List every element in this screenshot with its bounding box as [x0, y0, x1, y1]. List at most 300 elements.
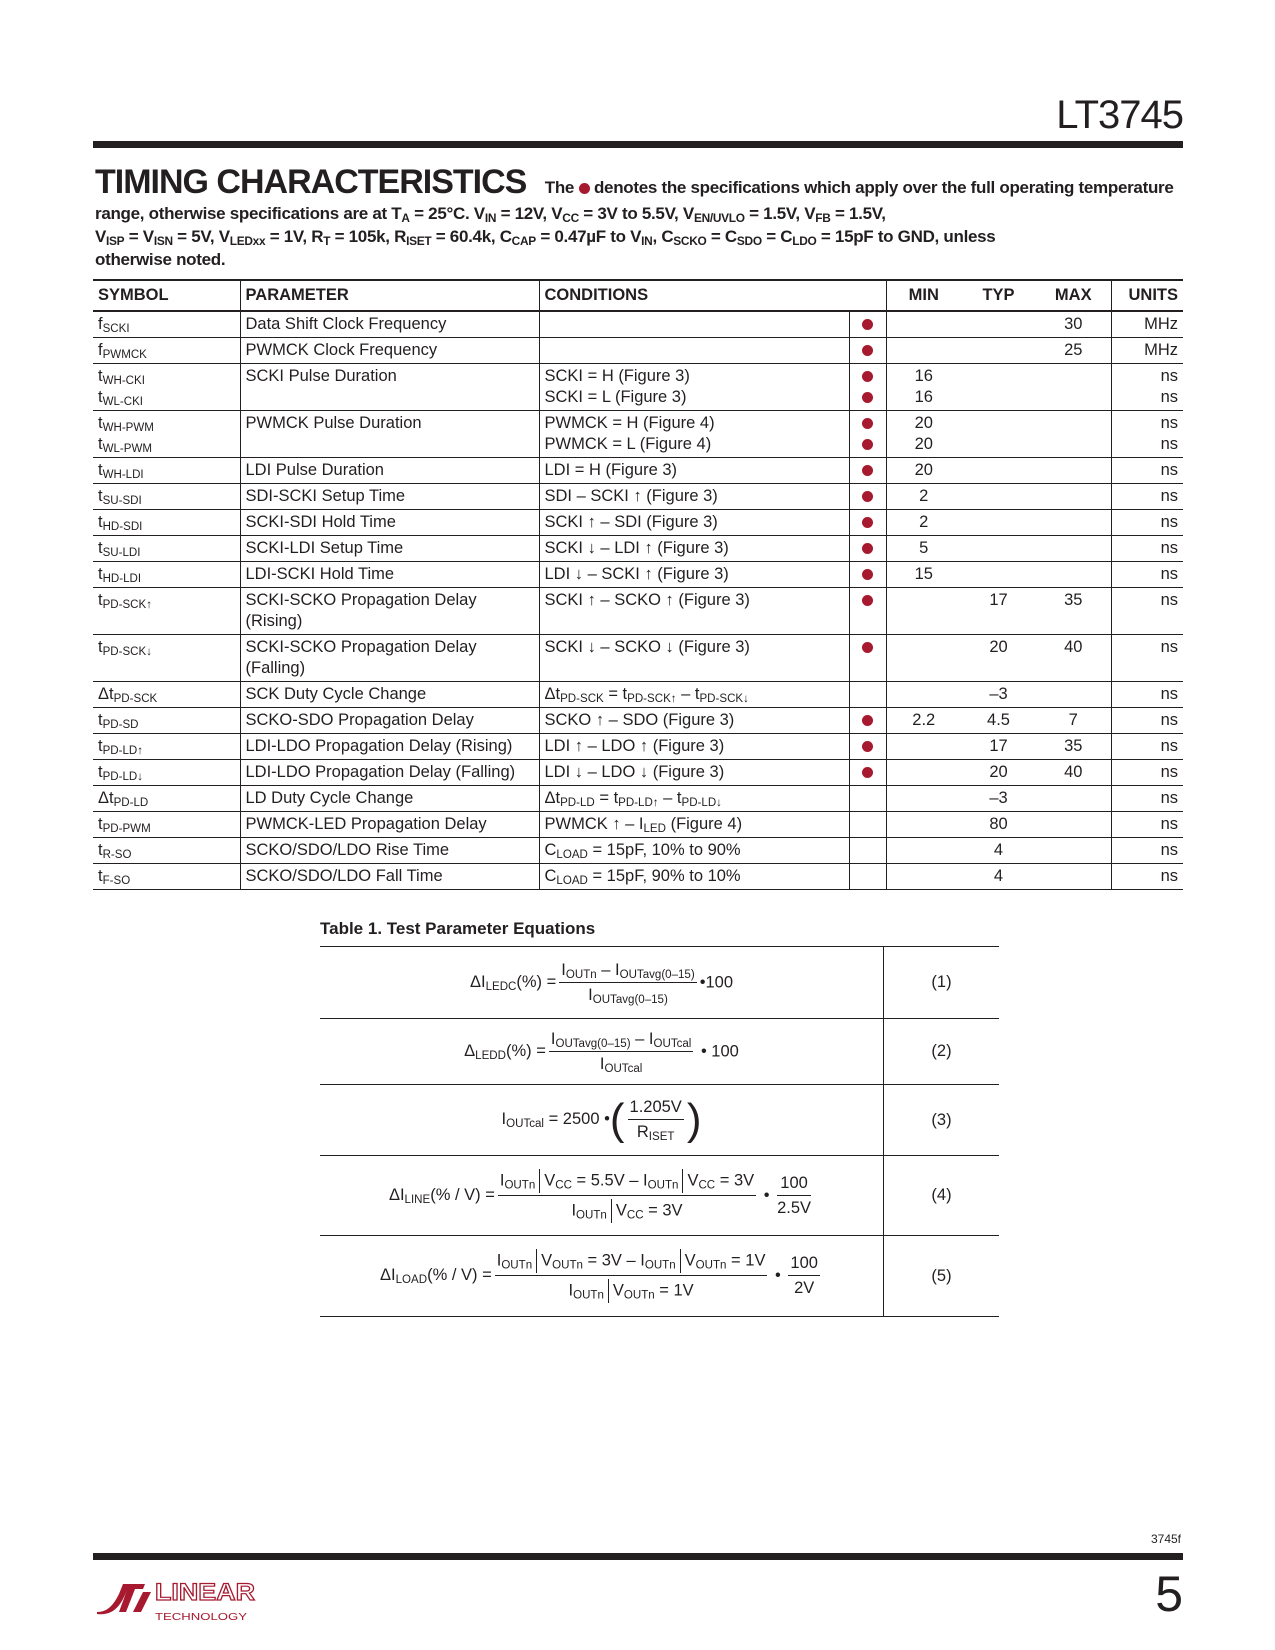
text-segment: – t	[676, 685, 700, 703]
conditions-line-3	[95, 227, 995, 246]
units-cell	[1111, 864, 1183, 890]
text-segment: ΔI	[469, 972, 486, 991]
bullet-cell	[849, 786, 886, 812]
min-value: 16	[914, 388, 933, 406]
symbol	[98, 314, 235, 335]
condition	[545, 814, 844, 835]
symbol	[98, 564, 235, 585]
symbol	[98, 637, 235, 658]
subscript: PD-LD	[113, 797, 149, 809]
text-segment: t	[98, 867, 103, 885]
equation-row	[320, 1156, 999, 1236]
units-cell	[1111, 812, 1183, 838]
bullet-icon	[579, 183, 590, 194]
parameter-cell: SCKO/SDO/LDO Fall Time	[240, 864, 539, 890]
unit: ns	[1160, 539, 1178, 557]
text-segment: , C	[652, 227, 674, 246]
min-value	[892, 637, 957, 658]
min-value	[892, 340, 957, 361]
parameter-cell: SCKI-SCKO Propagation Delay (Falling)	[240, 635, 539, 682]
symbol-cell	[93, 364, 240, 411]
typ-value: 4	[993, 867, 1004, 885]
bullet-icon	[862, 767, 873, 778]
conditions-cell	[539, 311, 849, 338]
max-value	[1041, 684, 1106, 705]
subscript: A	[401, 211, 410, 225]
denominator: 2V	[794, 1279, 815, 1297]
equation	[320, 1236, 884, 1317]
condition	[545, 637, 844, 658]
text-segment: (%) =	[516, 972, 557, 991]
subscript: IN	[484, 211, 497, 225]
subscript: CC	[626, 1208, 644, 1221]
text-segment: = C	[761, 227, 793, 246]
min-cell	[886, 734, 961, 760]
symbol	[98, 788, 235, 809]
parameter-cell: SCKI-SDI Hold Time	[240, 510, 539, 536]
text-segment: SCKI ↓ – LDI ↑ (Figure 3)	[544, 539, 729, 557]
text-segment: C	[544, 841, 557, 859]
equation-lhs	[501, 1110, 610, 1131]
min-value	[892, 840, 957, 861]
subscript: OUTcal	[506, 1118, 544, 1131]
subscript: ISET	[648, 1131, 675, 1143]
min-value: 20	[914, 435, 933, 453]
max-value	[1041, 434, 1106, 455]
page-number: 5	[1155, 1566, 1183, 1622]
typ-cell	[961, 510, 1036, 536]
subscript: FB	[815, 211, 831, 225]
bullet-icon	[862, 319, 873, 330]
bullet-cell	[849, 864, 886, 890]
equation-row	[320, 1085, 999, 1156]
units-cell	[1111, 536, 1183, 562]
bullet-icon	[862, 741, 873, 752]
header-min: MIN	[886, 280, 961, 311]
parameter-cell: PWMCK-LED Propagation Delay	[240, 812, 539, 838]
min-value	[892, 314, 957, 335]
text-segment: Δt	[98, 685, 114, 703]
equation	[320, 947, 884, 1019]
min-cell	[886, 708, 961, 734]
text-segment: t	[98, 565, 103, 583]
table-row	[93, 484, 1183, 510]
text-segment: t	[98, 414, 103, 432]
unit: ns	[1160, 638, 1178, 656]
conditions-cell	[539, 760, 849, 786]
symbol-cell	[93, 786, 240, 812]
units-cell	[1111, 760, 1183, 786]
linear-logo-icon	[93, 1576, 263, 1624]
fraction	[498, 1169, 756, 1223]
max-value	[1041, 840, 1106, 861]
denominator	[559, 983, 696, 1005]
subscript: LOAD	[556, 875, 588, 887]
condition	[545, 762, 844, 783]
text-segment: ΔI	[388, 1185, 405, 1204]
units-cell	[1111, 786, 1183, 812]
text-segment: SDI – SCKI ↑ (Figure 3)	[544, 487, 718, 505]
bar-divider	[539, 1169, 540, 1193]
condition	[545, 684, 844, 705]
max-value	[1041, 512, 1106, 533]
footer-rule	[93, 1553, 1183, 1560]
symbol	[98, 736, 235, 757]
typ-cell	[961, 536, 1036, 562]
typ-cell	[961, 588, 1036, 635]
table-row	[93, 635, 1183, 682]
unit: ns	[1160, 841, 1178, 859]
bullet-icon	[862, 543, 873, 554]
numerator	[559, 961, 696, 983]
unit: ns	[1160, 763, 1178, 781]
subscript: PD-SCK↑	[102, 599, 152, 611]
subscript: PD-PWM	[102, 823, 151, 835]
subscript: OUTavg(0–15)	[592, 993, 668, 1006]
text-segment: = 1V	[654, 1281, 694, 1300]
min-cell	[886, 484, 961, 510]
table-header-row	[93, 280, 1183, 311]
table-row	[93, 536, 1183, 562]
subscript: F-SO	[102, 875, 131, 887]
text-segment: C	[544, 867, 557, 885]
text-segment: = 3V – I	[582, 1251, 645, 1270]
table-row	[93, 562, 1183, 588]
text-segment: t	[98, 435, 103, 453]
paren-open: (	[609, 1095, 625, 1144]
bullet-icon	[862, 345, 873, 356]
subscript: OUTn	[552, 1259, 583, 1272]
text-segment: t	[98, 737, 103, 755]
text-segment: = 60.4k, C	[431, 227, 512, 246]
header-conditions: CONDITIONS	[539, 280, 886, 311]
table-row	[93, 786, 1183, 812]
unit: MHz	[1144, 341, 1178, 359]
bullet-cell	[849, 838, 886, 864]
subscript: PD-LD↓	[102, 771, 144, 783]
numerator	[498, 1169, 756, 1196]
text-segment: = 3V to 5.5V, V	[578, 204, 694, 223]
max-cell	[1036, 760, 1111, 786]
text-segment: t	[98, 711, 103, 729]
min-cell	[886, 786, 961, 812]
bullet-cell	[849, 562, 886, 588]
typ-value: –3	[989, 685, 1008, 703]
typ-value: 17	[989, 737, 1008, 755]
parameter-cell: SCKI Pulse Duration	[240, 364, 539, 411]
units-cell	[1111, 682, 1183, 708]
symbol-cell	[93, 588, 240, 635]
bullet-cell	[849, 734, 886, 760]
subscript: PD-SD	[102, 719, 139, 731]
text-segment: Δt	[98, 789, 114, 807]
text-segment: = t	[594, 789, 619, 807]
timing-table	[93, 279, 1183, 890]
text-segment: = 3V	[715, 1170, 755, 1189]
max-cell	[1036, 786, 1111, 812]
text-segment: V	[544, 1170, 556, 1189]
paren-close: )	[686, 1095, 702, 1144]
table-row	[93, 760, 1183, 786]
symbol	[98, 710, 235, 731]
bullet-cell	[849, 338, 886, 364]
text-segment: R	[636, 1123, 649, 1141]
max-value	[1041, 814, 1106, 835]
subscript: OUTn	[504, 1178, 536, 1191]
text-segment: = 1.5V, V	[744, 204, 816, 223]
subscript: WH-LDI	[102, 469, 144, 481]
conditions-line-4: otherwise noted.	[95, 250, 226, 269]
table-row	[93, 588, 1183, 635]
equation-row	[320, 1236, 999, 1317]
typ-cell	[961, 484, 1036, 510]
denominator	[498, 1196, 756, 1223]
unit: ns	[1160, 487, 1178, 505]
max-value: 35	[1064, 591, 1083, 609]
typ-value	[966, 460, 1031, 481]
bullet-cell	[849, 510, 886, 536]
text-segment: – I	[630, 1029, 654, 1048]
fraction	[559, 961, 696, 1005]
table-row	[93, 311, 1183, 338]
conditions-cell	[539, 635, 849, 682]
table-row	[93, 338, 1183, 364]
symbol	[98, 814, 235, 835]
table-row	[93, 838, 1183, 864]
subscript: CC	[698, 1178, 716, 1191]
subscript: SCKI	[102, 323, 130, 335]
text-segment: (%) =	[505, 1041, 546, 1060]
table-row	[93, 458, 1183, 484]
text-segment: LDI ↓ – LDO ↓ (Figure 3)	[544, 763, 725, 781]
subscript: OUTavg(0–15)	[555, 1037, 631, 1050]
max-value: 30	[1064, 315, 1083, 333]
text-segment: f	[98, 341, 103, 359]
units-cell	[1111, 364, 1183, 411]
denominator	[549, 1052, 693, 1074]
bullet-cell	[849, 682, 886, 708]
max-cell	[1036, 838, 1111, 864]
text-segment: PWMCK = L (Figure 4)	[544, 435, 712, 453]
min-cell	[886, 588, 961, 635]
bullet-cell	[849, 484, 886, 510]
parameter-cell: PWMCK Clock Frequency	[240, 338, 539, 364]
table-row	[93, 364, 1183, 411]
typ-value	[966, 413, 1031, 434]
table-row	[93, 812, 1183, 838]
symbol-cell	[93, 411, 240, 458]
subscript: IN	[641, 234, 653, 248]
max-value: 25	[1064, 341, 1083, 359]
typ-cell	[961, 760, 1036, 786]
bullet-icon	[862, 439, 873, 450]
max-cell	[1036, 812, 1111, 838]
max-value: 35	[1064, 737, 1083, 755]
text-segment: I	[496, 1251, 502, 1270]
max-cell	[1036, 484, 1111, 510]
header-typ: TYP	[961, 280, 1036, 311]
conditions-cell	[539, 364, 849, 411]
subscript: ISET	[406, 234, 432, 248]
table-row	[93, 864, 1183, 890]
text-segment: V	[615, 1200, 627, 1219]
subscript: LOAD	[556, 849, 588, 861]
symbol-cell	[93, 536, 240, 562]
min-value: 5	[919, 539, 929, 557]
equation-row	[320, 947, 999, 1019]
svg-text:TECHNOLOGY: TECHNOLOGY	[155, 1612, 248, 1623]
unit: ns	[1160, 435, 1178, 453]
typ-value: 80	[989, 815, 1008, 833]
conditions-cell	[539, 812, 849, 838]
conditions-cell	[539, 588, 849, 635]
text-segment: = t	[603, 685, 628, 703]
unit: ns	[1160, 388, 1178, 406]
min-value	[892, 736, 957, 757]
max-value	[1041, 460, 1106, 481]
typ-value: 4	[993, 841, 1004, 859]
text-segment: (% / V) =	[430, 1185, 495, 1204]
text-segment: = 5.5V – I	[571, 1170, 648, 1189]
units-cell	[1111, 510, 1183, 536]
typ-cell	[961, 838, 1036, 864]
fraction	[788, 1254, 820, 1298]
max-value: 40	[1064, 763, 1083, 781]
conditions-line-2	[95, 204, 886, 223]
symbol-cell	[93, 812, 240, 838]
typ-value	[966, 434, 1031, 455]
header-rule	[93, 141, 1183, 148]
text-segment: SCKI ↓ – SCKO ↓ (Figure 3)	[544, 638, 750, 656]
condition	[545, 314, 844, 335]
fraction	[549, 1030, 693, 1074]
fraction	[777, 1174, 811, 1218]
multiply-dot: •	[770, 1266, 786, 1285]
unit: ns	[1160, 685, 1178, 703]
max-value	[1041, 788, 1106, 809]
typ-cell	[961, 864, 1036, 890]
bullet-icon	[862, 371, 873, 382]
units-cell	[1111, 708, 1183, 734]
symbol-cell	[93, 562, 240, 588]
text-segment: t	[98, 388, 103, 406]
table-row	[93, 411, 1183, 458]
denominator: 2.5V	[777, 1198, 812, 1217]
part-number: LT3745	[1056, 93, 1183, 137]
header-parameter: PARAMETER	[240, 280, 539, 311]
unit: ns	[1160, 737, 1178, 755]
min-value: 15	[914, 565, 933, 583]
conditions-cell	[539, 510, 849, 536]
text-segment: = 105k, R	[330, 227, 407, 246]
text-segment: t	[98, 539, 103, 557]
equation-number: (3)	[884, 1085, 1000, 1156]
typ-cell	[961, 364, 1036, 411]
unit: ns	[1160, 565, 1178, 583]
equation-lhs	[470, 973, 556, 991]
subscript: WL-PWM	[102, 443, 152, 455]
unit: ns	[1160, 461, 1178, 479]
subscript: CAP	[511, 234, 536, 248]
svg-text:LINEAR: LINEAR	[155, 1579, 255, 1606]
bar-divider	[682, 1169, 683, 1193]
min-cell	[886, 635, 961, 682]
text-segment: t	[98, 513, 103, 531]
symbol-cell	[93, 864, 240, 890]
parameter-cell: SDI-SCKI Setup Time	[240, 484, 539, 510]
text-segment: = 3V	[643, 1200, 683, 1219]
text-segment: t	[98, 591, 103, 609]
parameter-cell: SCKO-SDO Propagation Delay	[240, 708, 539, 734]
units-cell	[1111, 635, 1183, 682]
condition	[545, 840, 844, 861]
section-intro	[95, 162, 1183, 271]
max-value	[1041, 387, 1106, 408]
bullet-cell	[849, 588, 886, 635]
equation-number: (2)	[884, 1019, 1000, 1085]
condition	[545, 590, 844, 611]
bar-divider	[536, 1249, 537, 1273]
max-cell	[1036, 682, 1111, 708]
numerator: 100	[788, 1254, 820, 1276]
condition	[545, 340, 844, 361]
text-segment: (% / V) =	[427, 1266, 492, 1285]
parameter-cell: LD Duty Cycle Change	[240, 786, 539, 812]
subscript: PD-LD↑	[618, 797, 659, 809]
bullet-cell	[849, 708, 886, 734]
text-segment: I	[501, 1110, 507, 1129]
fraction	[628, 1098, 684, 1142]
equation-tail: • 100	[696, 1041, 739, 1060]
typ-value	[966, 512, 1031, 533]
conditions-cell	[539, 708, 849, 734]
unit: ns	[1160, 867, 1178, 885]
max-value	[1041, 486, 1106, 507]
conditions-cell	[539, 562, 849, 588]
linear-technology-logo	[93, 1576, 263, 1629]
text-segment: f	[98, 315, 103, 333]
min-cell	[886, 682, 961, 708]
subscript: SDO	[736, 234, 762, 248]
min-cell	[886, 338, 961, 364]
bullet-cell	[849, 364, 886, 411]
max-value	[1041, 538, 1106, 559]
text-segment: = 0.47µF to V	[535, 227, 642, 246]
equation-lhs	[380, 1266, 492, 1287]
min-value: 20	[914, 414, 933, 432]
min-value	[892, 684, 957, 705]
header-max: MAX	[1036, 280, 1111, 311]
text-segment: t	[98, 461, 103, 479]
typ-cell	[961, 311, 1036, 338]
text-segment: I	[561, 960, 566, 979]
symbol	[98, 434, 235, 455]
subscript: SU-LDI	[102, 547, 141, 559]
text-segment: PWMCK = H (Figure 4)	[544, 414, 715, 432]
text-segment: SCKI = H (Figure 3)	[544, 367, 690, 385]
page-content	[93, 162, 1183, 1317]
max-cell	[1036, 708, 1111, 734]
bullet-cell	[849, 812, 886, 838]
text-segment: V	[687, 1170, 699, 1189]
unit: ns	[1160, 513, 1178, 531]
unit: ns	[1160, 711, 1178, 729]
subscript: PD-SCK↓	[699, 693, 749, 705]
symbol-cell	[93, 708, 240, 734]
units-cell	[1111, 311, 1183, 338]
subscript: WL-CKI	[102, 396, 144, 408]
subscript: SU-SDI	[102, 495, 142, 507]
